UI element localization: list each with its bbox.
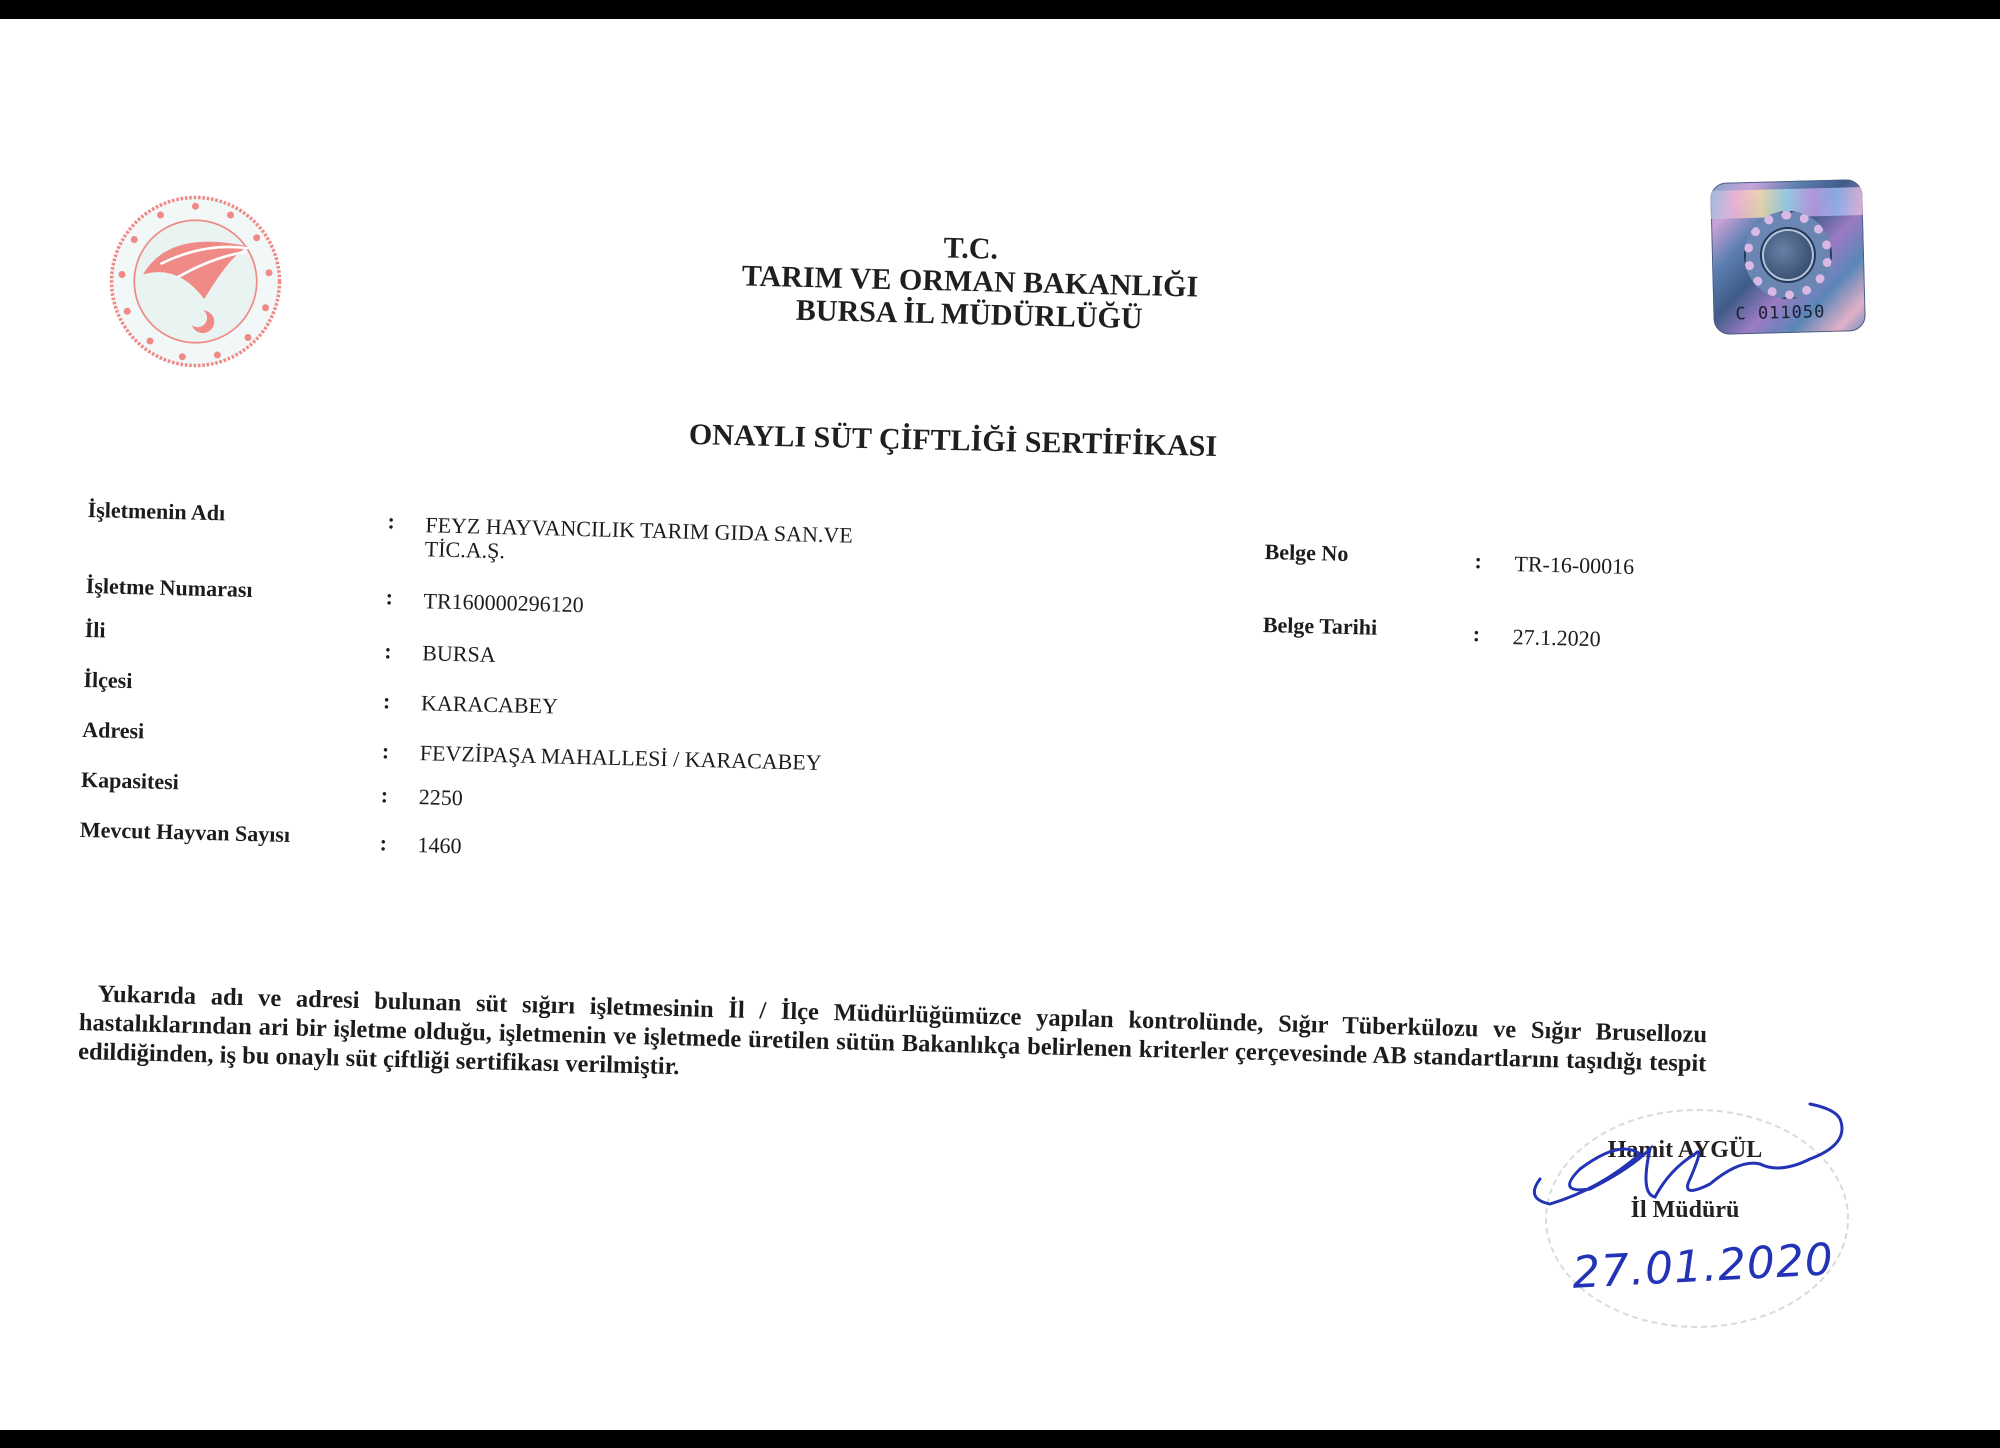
ministry-emblem-icon bbox=[108, 194, 283, 369]
business-fields bbox=[79, 497, 988, 891]
field-value: BURSA bbox=[421, 640, 496, 668]
field-label: İli bbox=[84, 616, 106, 643]
field-separator: : bbox=[385, 584, 394, 610]
field-label: İşletme Numarası bbox=[85, 572, 253, 603]
ministry-header bbox=[699, 225, 1241, 337]
hologram-seal-icon bbox=[1710, 179, 1866, 335]
signer-title: İl Müdürü bbox=[1630, 1197, 1740, 1223]
field-value: 2250 bbox=[418, 784, 464, 811]
field-separator: : bbox=[379, 830, 388, 856]
field-document-date bbox=[1261, 612, 1693, 695]
field-separator: : bbox=[380, 782, 389, 808]
certificate-title: ONAYLI SÜT ÇİFTLİĞİ SERTİFİKASI bbox=[688, 418, 1218, 463]
header-tc: T.C. bbox=[943, 231, 999, 266]
field-label: Belge No bbox=[1264, 539, 1349, 567]
field-label: Kapasitesi bbox=[80, 766, 180, 795]
header-ministry: TARIM VE ORMAN BAKANLIĞI bbox=[741, 259, 1199, 304]
field-label: Belge Tarihi bbox=[1262, 611, 1378, 640]
handwritten-date: 27.01.2020 bbox=[1570, 1234, 1836, 1299]
field-separator: : bbox=[381, 738, 390, 764]
field-label: İlçesi bbox=[83, 666, 133, 694]
field-separator: : bbox=[387, 508, 396, 534]
certificate-page bbox=[0, 19, 2000, 1430]
field-separator: : bbox=[1472, 621, 1481, 647]
certificate-body: Yukarıda adı ve adresi bulunan süt sığırı işletmesinin İl / İlçe Müdürlüğümüzce yapılan kontrolünde, Sığır Tüberkülozu ve Sığır Brusellozu hastalıklarından ari bir işletme olduğu, işletmenin ve işletmede üretilen sütün Bakanlıkça belirlenen kriterler çerçevesinde AB standartlarını taşıdığı tespit edildiğinden, iş bu onaylı süt çiftliği sertifikası verilmiştir. bbox=[77, 980, 1708, 1081]
field-label: Adresi bbox=[82, 716, 145, 744]
field-label: İşletmenin Adı bbox=[87, 497, 226, 526]
field-separator: : bbox=[382, 688, 391, 714]
header-directorate: BURSA İL MÜDÜRLÜĞÜ bbox=[795, 293, 1143, 336]
hologram-serial: C 011050 bbox=[1735, 302, 1826, 325]
field-separator: : bbox=[1474, 548, 1483, 574]
field-value: FEVZİPAŞA MAHALLESİ / KARACABEY bbox=[419, 740, 822, 776]
field-separator: : bbox=[384, 638, 392, 664]
field-value: FEYZ HAYVANCILIK TARIM GIDA SAN.VE TİC.A.Ş. bbox=[424, 512, 854, 564]
field-value: TR160000296120 bbox=[423, 588, 584, 618]
field-value: TR-16-00016 bbox=[1514, 551, 1635, 580]
field-value: KARACABEY bbox=[420, 690, 559, 719]
field-document-number bbox=[1263, 539, 1695, 622]
field-value: 27.1.2020 bbox=[1512, 624, 1601, 652]
field-value: 1460 bbox=[417, 832, 462, 859]
signer-name: Hamit AYGÜL bbox=[1607, 1137, 1763, 1163]
document-info bbox=[1261, 539, 1694, 695]
field-label: Mevcut Hayvan Sayısı bbox=[79, 816, 291, 848]
